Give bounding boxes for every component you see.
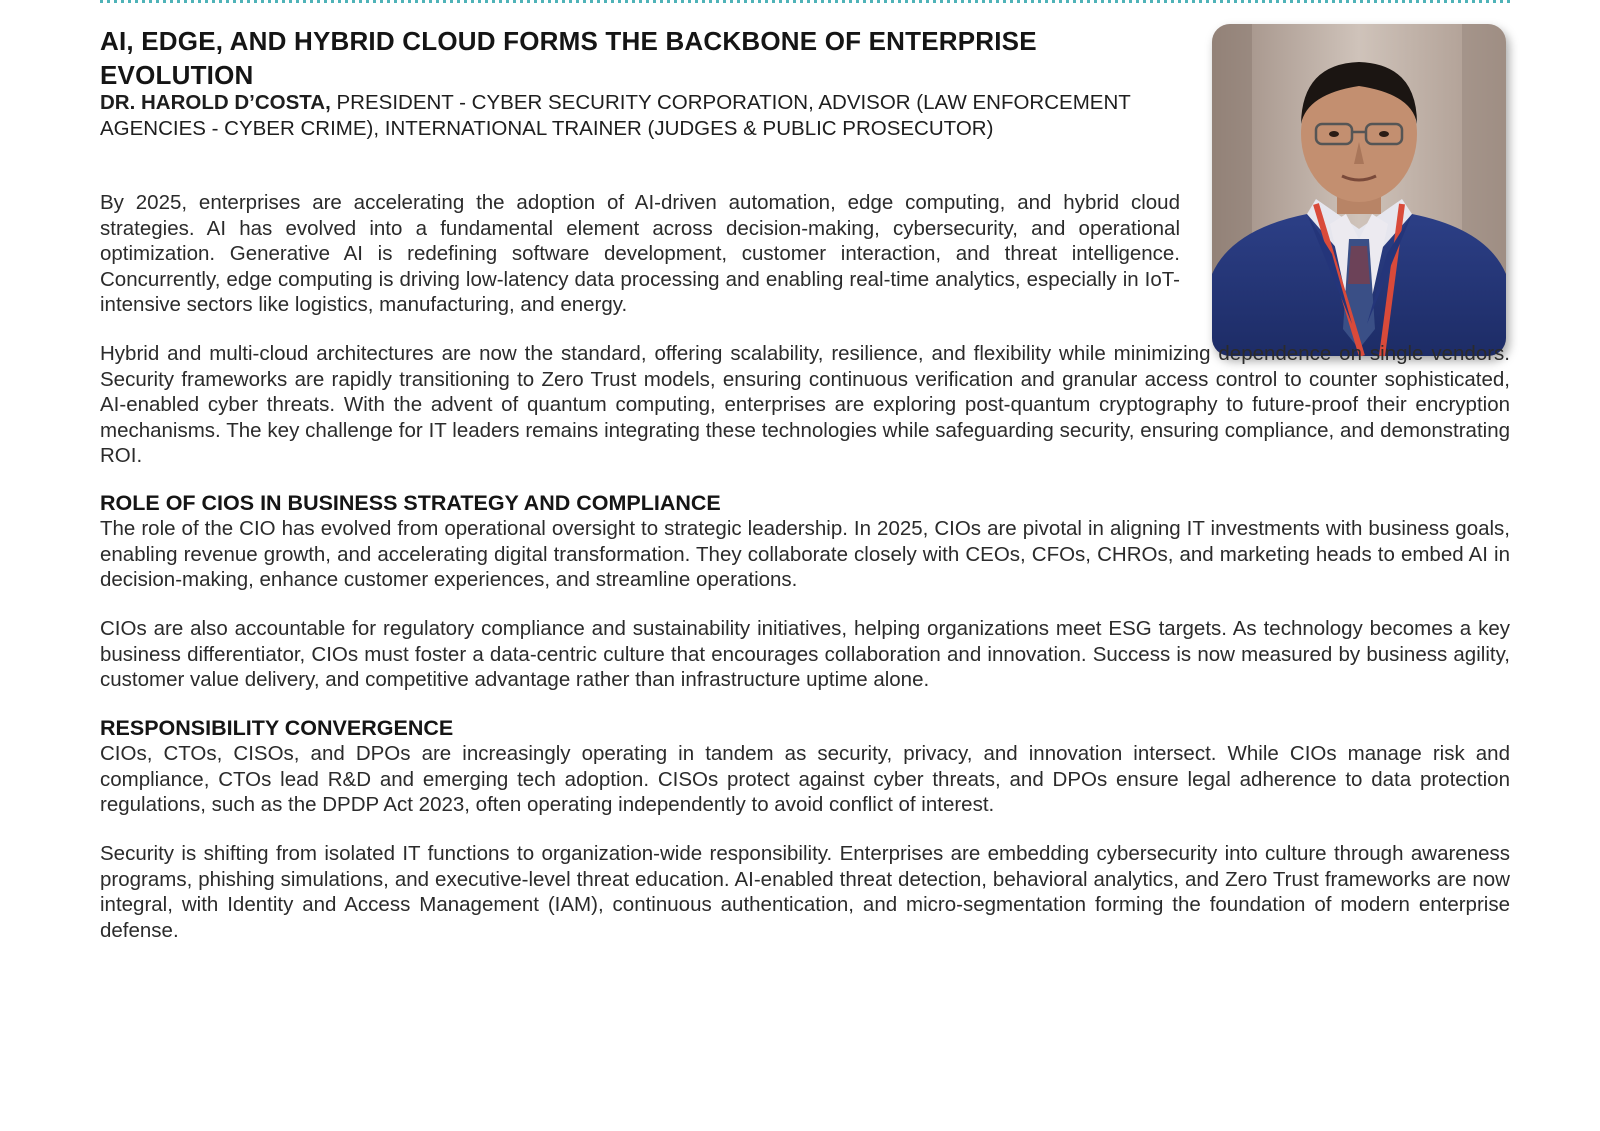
cio-role-paragraph-2: CIOs are also accountable for regulatory compliance and sustainability initiatives, helping organizations meet ESG targets. As technology becomes a key business differentiator, CIOs must foster a data-centric culture that encourages collaboration and innovation. Success is now measured by business agility, customer value delivery, and competitive advantage rather than infrastructure uptime alone. (100, 617, 1510, 691)
section-heading-cio-role: ROLE OF CIOS IN BUSINESS STRATEGY AND COMPLIANCE (100, 491, 721, 515)
cio-role-paragraph-1: The role of the CIO has evolved from operational oversight to strategic leadership. In 2025, CIOs are pivotal in aligning IT investments with business goals, enabling revenue growth, and accelerating digital transformation. They collaborate closely with CEOs, CFOs, CHROs, and marketing heads to embed AI in decision-making, enhance customer experiences, and streamline operations. (100, 517, 1510, 591)
section-heading-responsibility: RESPONSIBILITY CONVERGENCE (100, 716, 454, 740)
author-role: PRESIDENT - CYBER SECURITY CORPORATION, ADVISOR (LAW ENFORCEMENT AGENCIES - CYBER CRIME), INTERNATIONAL TRAINER (JUDGES & PUBLIC PROSECUTOR) (100, 91, 1131, 140)
author-name: DR. HAROLD D’COSTA, (100, 91, 331, 114)
intro-paragraph-2 (100, 341, 1510, 469)
author-byline (100, 90, 1180, 141)
author-photo (1212, 24, 1506, 356)
responsibility-paragraph-2: Security is shifting from isolated IT functions to organization-wide responsibility. Enterprises are embedding cybersecurity into culture through awareness programs, phishing simulations, and executive-level threat education. AI-enabled threat detection, behavioral analytics, and Zero Trust frameworks are now integral, with Identity and Access Management (IAM), continuous authentication, and micro-segmentation forming the foundation of modern enterprise defense. (100, 842, 1510, 942)
top-dotted-rule (100, 0, 1510, 3)
intro-paragraph-1: By 2025, enterprises are accelerating the adoption of AI-driven automation, edge computing, and hybrid cloud strategies. AI has evolved into a fundamental element across decision-making, cybersecurity, and operational optimization. Generative AI is redefining software development, customer interaction, and threat intelligence. Concurrently, edge computing is driving low-latency data processing and enabling real-time analytics, especially in IoT-intensive sectors like logistics, manufacturing, and energy. (100, 191, 1180, 316)
portrait-photo-icon (1212, 24, 1506, 356)
article-title: AI, EDGE, AND HYBRID CLOUD FORMS THE BACKBONE OF ENTERPRISE EVOLUTION (100, 26, 1037, 90)
responsibility-paragraph-1: CIOs, CTOs, CISOs, and DPOs are increasingly operating in tandem as security, privacy, and innovation intersect. While CIOs manage risk and compliance, CTOs lead R&D and emerging tech adoption. CISOs protect against cyber threats, and DPOs ensure legal adherence to data protection regulations, such as the DPDP Act 2023, often operating independently to avoid conflict of interest. (100, 742, 1510, 816)
intro-paragraph-2-text: Hybrid and multi-cloud architectures are now the standard, offering scalability, resilience, and flexibility while minimizing dependence on single vendors. Security frameworks are rapidly transitioning to Zero Trust models, ensuring continuous verification and granular access control to counter sophisticated, AI-enabled cyber threats. With the advent of quantum computing, enterprises are exploring post-quantum cryptography to future-proof their encryption mechanisms. The key challenge for IT leaders remains integrating these technologies while safeguarding security, ensuring compliance, and demonstrating ROI. (100, 342, 1510, 467)
